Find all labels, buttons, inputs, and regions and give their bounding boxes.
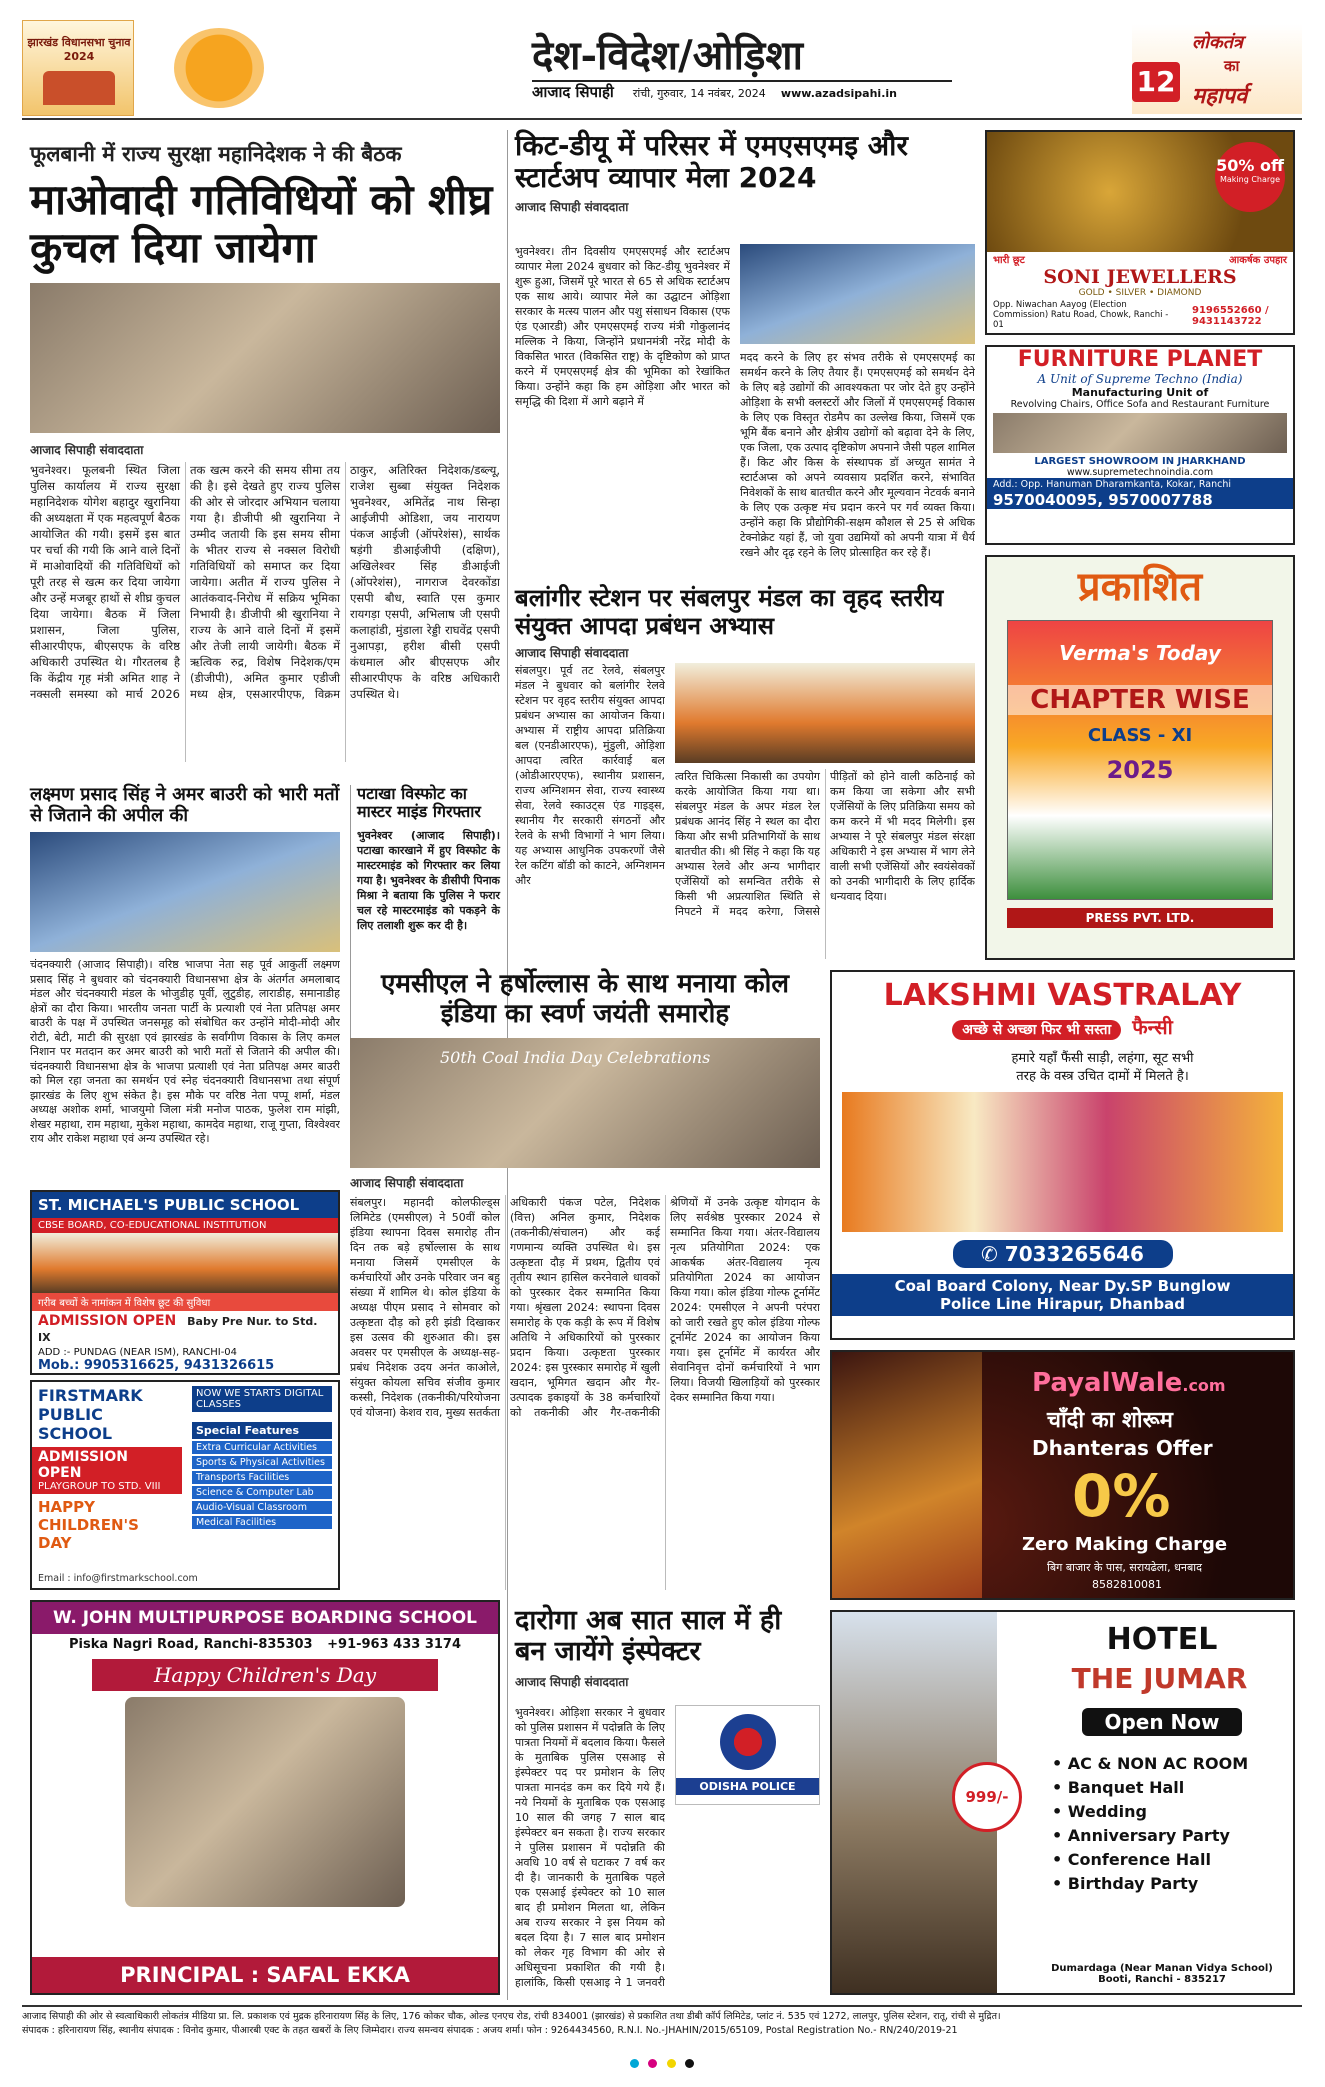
story-headline: माओवादी गतिविधियों को शीघ्र कुचल दिया जायेगा: [30, 175, 493, 273]
ad-line2: Revolving Chairs, Office Sofa and Restaurant Furniture: [1010, 399, 1270, 410]
police-logo-text: ODISHA POLICE: [676, 1778, 819, 1795]
furniture-photo: [993, 413, 1287, 453]
ad-childrens-day: HAPPY CHILDREN'S DAY: [38, 1498, 139, 1552]
ad-school-name: W. JOHN MULTIPURPOSE BOARDING SCHOOL: [32, 1602, 498, 1634]
ad-admission: [32, 1447, 182, 1494]
ad-school-board: CBSE BOARD, CO-EDUCATIONAL INSTITUTION: [32, 1218, 338, 1233]
story-maoist: [30, 140, 500, 780]
feature-item: • Banquet Hall: [1052, 1778, 1185, 1797]
pen-nib-icon: [174, 28, 264, 108]
yellow-dot-icon: [667, 2059, 676, 2068]
footer-line-2: संपादक : हरिनारायण सिंह, स्थानीय संपादक : विनोद कुमार, पीआरबी एक्ट के तहत खबरों के लिए जिम्मेदार। राज्य समन्वय संपादक : अजय शर्मा। फोन : 9264434560, R.N.I. No.-JHAHIN/2015/65109, Postal Registration No.- RN/240/2019-21: [22, 2025, 958, 2036]
offer-percent: 50% off: [1216, 156, 1284, 175]
election-badge-right: [1132, 24, 1302, 114]
story-body-b: मदद करने के लिए हर संभव तरीके से एमएसएमई का समर्थन करने के लिए तैयार हैं। एमएसएमई को समर्थन देने के लिए बड़े उद्योगों की आवश्यकता पर जोर देते हुए उन्होंने ओड़िशा के सभी क्लस्टरों और जिलों में एमएसएमई विकास के लिए एक विस्तृत रोडमैप का उल्लेख किया, जिसमें एक भूमि बैंक बनाने और क्षेत्रीय उद्योगों को बढ़ावा देने के लिए, एक जिला, एक उत्पाद दृष्टिकोण अपनाने जैसी पहल शामिल हैं। किट और किस के संस्थापक डॉ अच्युत सामंत ने स्टार्टअप्स को अपने व्यवसाय प्रदर्शित करने, संभावित निवेशकों के साथ बातचीत करने और मूल्यवान नेटवर्क बनाने के लिए एक उत्कृष्ट मंच प्रदान करने पर गर्व व्यक्त किया। उन्होंने कहा कि प्रौद्योगिकी-सक्षम कौशल से 25 से अधिक टेक्नोक्रेट यहां हैं, जो युवा उद्यमियों को अपनी यात्रा में धैर्य रखने और दृढ़ रहने के लिए प्रोत्साहित कर रहे हैं।: [740, 351, 975, 559]
story-daroga: [515, 1605, 820, 1995]
story-headline: दारोगा अब सात साल में ही बन जायेंगे इंस्पेक्टर: [515, 1605, 782, 1668]
police-logo: [675, 1705, 820, 1805]
ad-zero: 0%: [1072, 1462, 1171, 1530]
story-mcl: [350, 970, 820, 1595]
feature-item: • Wedding: [1052, 1802, 1147, 1821]
badge-word-1: लोकतंत्र: [1192, 32, 1243, 53]
feature-item: Extra Curricular Activities: [192, 1441, 332, 1454]
feature-item: • Conference Hall: [1052, 1850, 1211, 1869]
book-brand: Verma's Today: [1059, 641, 1221, 665]
badge-word-2: का: [1224, 57, 1240, 75]
ad-principal: PRINCIPAL : SAFAL EKKA: [32, 1957, 498, 1993]
model-photo: [832, 1352, 982, 1600]
ad-phone[interactable]: 9196552660 / 9431143722: [1192, 305, 1269, 327]
ad-types: GOLD • SILVER • DIAMOND: [1078, 288, 1202, 298]
ad-soni-jewellers[interactable]: [985, 130, 1295, 335]
book-cover: [1007, 620, 1273, 900]
ad-address-1: Coal Board Colony, Near Dy.SP Bunglow: [894, 1277, 1231, 1295]
saree-photo: [842, 1092, 1283, 1232]
story-body-a: भुवनेश्वर। तीन दिवसीय एमएसएमई और स्टार्टअप व्यापार मेला 2024 बुधवार को किट-डीयू भुवनेश्वर में शुरू हुआ, जिसमें पूरे भारत से 65 से अधिक स्टार्टअप एक साथ आये। व्यापार मेले का उद्घाटन ओड़िशा सरकार के मत्स्य पालन और पशु संसाधन विकास (एफ एंड एआरडी) और एमएसएमई राज्य मंत्री गोकुलानंद मल्लिक ने किया, जिन्होंने प्रधानमंत्री नरेंद्र मोदी के विकसित भारत (विकसित राष्ट्र) के दृष्टिकोण को प्राप्त करने में एमएसएमई क्षेत्र की भूमिका को रेखांकित किया। उन्होंने कहा कि हम ओड़िशा और भारत को समृद्धि की दिशा में आगे बढ़ाने में: [515, 245, 730, 408]
footer-line-1: आजाद सिपाही की ओर से स्वत्वाधिकारी लोकतंत्र मीडिया प्रा. लि. प्रकाशक एवं मुद्रक हरिनारायण सिंह के लिए, 176 कोकर चौक, ओल्ड एनएच रोड, रांची 834001 (झारखंड) से प्रकाशित तथा डीबी कॉर्प लिमिटेड, प्लांट नं. 535 एवं 1272, लालपुर, पुलिस स्टेशन, रातू, रांची से मुद्रित।: [22, 2011, 1001, 2022]
ad-wjohn[interactable]: [30, 1600, 500, 1995]
ad-wish-banner: Happy Children's Day: [92, 1659, 438, 1691]
story-photo: [675, 663, 975, 763]
story-body: चंदनक्यारी (आजाद सिपाही)। वरिष्ठ भाजपा नेता सह पूर्व आकुर्ती लक्ष्मण प्रसाद सिंह ने बुधवार को चंदनक्यारी विधानसभा क्षेत्र के अंतर्गत अमलाबाद मंडल और चंदनक्यारी मंडल के भोजुडीह पूर्वी, लुटुडीह, लाराडीह, समानाडीह क्षेत्रों का दौरा किया। भारतीय जनता पार्टी के प्रत्याशी एवं नेता प्रतिपक्ष अमर बाउरी के पक्ष में उपस्थित जनसमूह को संबोधित कर उन्होंने मोदी-मोदी और रोटी, बेटी, माटी की सुरक्षा एवं झारखंड के सर्वांगीण विकास के लिए कमल निशान पर मतदान कर अमर बाउरी को भारी मतों से जिताने की अपील की। चंदनक्यारी विधानसभा क्षेत्र के भाजपा प्रत्याशी एवं नेता प्रतिपक्ष अमर बाउरी को मिल रहा जनता का समर्थन एवं स्नेह चंदनक्यारी विधानसभा तथा संपूर्ण झारखंड के लिए शुभ संकेत है। इस मौके पर वरिष्ठ नेता पप्पू शर्मा, मंडल अध्यक्ष अशोक शर्मा, भाजयुमो जिला मंत्री मनोज पाठक, फुलेश राम मांझी, शेखर महाथा, राम महाथा, मुकेश महाथा, कामदेव महाथा, राजू गुप्ता, विश्वेश्वर राय और राकेश महाथा एवं अन्य उपस्थित रहे।: [30, 958, 340, 1146]
ad-admission-label: ADMISSION OPEN: [38, 1313, 177, 1329]
badge-word-3: महापर्व: [1192, 84, 1248, 109]
story-byline: आजाद सिपाही संवाददाता: [515, 200, 629, 215]
ad-address: बिग बाजार के पास, सरायढेला, धनबाद: [1047, 1561, 1202, 1574]
ad-note: गरीब बच्चों के नामांकन में विशेष छूट की सुविधा: [32, 1293, 338, 1311]
story-headline: लक्ष्मण प्रसाद सिंह ने अमर बाउरी को भारी मतों से जिताने की अपील की: [30, 784, 340, 826]
ad-admission-range: Baby Pre Nur. to Std. IX: [38, 1315, 318, 1344]
ad-sub: A Unit of Supreme Techno (India): [1037, 372, 1243, 386]
story-body: भुवनेश्वर (आजाद सिपाही)। पटाखा कारखाने में हुए विस्फोट के मास्टरमाइंड को गिरफ्तार कर लिया गया है। भुवनेश्वर के डीसीपी पिनाक मिश्रा ने बताया कि पुलिस ने फरार चल रहे मास्टरमाइंड को पकड़ने के लिए तलाशी शुरू कर दी है।: [357, 828, 500, 932]
ad-line2: तरह के वस्त्र उचित दामों में मिलते है।: [1016, 1069, 1189, 1084]
story-photo: [30, 832, 340, 952]
feature-text: Birthday Party: [1067, 1874, 1199, 1893]
ad-brand: [1032, 1368, 1226, 1398]
paper-name: आजाद सिपाही: [532, 83, 614, 101]
ad-address: [832, 1274, 1293, 1316]
feature-item: Transports Facilities: [192, 1471, 332, 1484]
story-photo: [30, 283, 500, 433]
ad-phone[interactable]: Mob.: 9905316625, 9431326615: [38, 1358, 275, 1373]
feature-text: Banquet Hall: [1067, 1778, 1185, 1797]
book-title: CHAPTER WISE: [1008, 685, 1272, 715]
ad-tagline: [832, 1013, 1293, 1040]
ad-name: LAKSHMI VASTRALAY: [883, 978, 1242, 1013]
ad-hindi: चाँदी का शोरूम: [1047, 1408, 1173, 1433]
ad-features: [192, 1422, 332, 1529]
police-badge-icon: [720, 1714, 776, 1770]
ad-furniture-planet[interactable]: [985, 345, 1295, 545]
ad-school-address: [32, 1634, 498, 1655]
story-drill: [515, 585, 975, 985]
ad-open: Open Now: [1082, 1708, 1242, 1736]
ad-publisher: PRESS PVT. LTD.: [1007, 908, 1273, 928]
ad-school-name: ST. MICHAEL'S PUBLIC SCHOOL: [32, 1192, 338, 1218]
ad-admission-label: ADMISSION OPEN: [38, 1449, 128, 1481]
ad-payalwale[interactable]: [830, 1350, 1295, 1600]
ad-name: FURNITURE PLANET: [1017, 347, 1263, 372]
ad-name: SONI JEWELLERS: [1043, 266, 1237, 288]
ad-address: ADD :- PUNDAG (NEAR ISM), RANCHI-04: [38, 1347, 238, 1358]
price-badge: 999/-: [952, 1762, 1022, 1832]
ad-address: Piska Nagri Road, Ranchi-835303: [68, 1637, 313, 1652]
ad-prakashit[interactable]: [985, 555, 1295, 960]
story-kicker: फूलबानी में राज्य सुरक्षा महानिदेशक ने की बैठक: [30, 142, 402, 166]
feature-text: Anniversary Party: [1067, 1826, 1230, 1845]
black-dot-icon: [685, 2059, 694, 2068]
footer: [22, 2005, 1302, 2065]
cyan-dot-icon: [630, 2059, 639, 2068]
ad-title: प्रकाशित: [1077, 564, 1203, 610]
feature-item: Medical Facilities: [192, 1516, 332, 1529]
tag-discount: भारी छूट: [993, 255, 1025, 266]
tag-gift: आकर्षक उपहार: [1229, 255, 1287, 266]
ad-phone[interactable]: 9570040095, 9570007788: [987, 491, 1293, 509]
ad-admission-range: PLAYGROUP TO STD. VIII: [38, 1481, 161, 1492]
book-year: 2025: [1106, 756, 1174, 784]
ad-digital: NOW WE STARTS DIGITAL CLASSES: [192, 1386, 332, 1412]
feature-item: • Birthday Party: [1052, 1874, 1199, 1893]
story-body-a: संबलपुर। पूर्व तट रेलवे, संबलपुर मंडल ने बुधवार को बलांगीर रेलवे स्टेशन पर वृहद स्तरीय संयुक्त आपदा प्रबंधन अभ्यास का आयोजन किया। अभ्यास में राष्ट्रीय आपदा प्रतिक्रिया बल (एनडीआरएफ), मुंडुली, ओड़िशा आपदा त्वरित कार्रवाई बल (ओडीआरएएफ), स्थानीय प्रशासन, राज्य अग्निशमन सेवा, राज्य स्वास्थ्य सेवा, रेलवे स्काउट्स एंड गाइड्स, स्थानीय गैर सरकारी संगठनों और रेलवे के सभी विभागों ने भाग लिया। यह अभ्यास आधुनिक उपकरणों जैसे रेल कटिंग बॉडी को काटने, अग्निशमन और: [515, 664, 665, 887]
ad-site[interactable]: www.supremetechnoindia.com: [1066, 467, 1214, 478]
story-headline: पटाखा विस्फोट का मास्टर माइंड गिरफ्तार: [357, 784, 481, 822]
story-photo: [350, 1038, 820, 1168]
story-headline: किट-डीयू में परिसर में एमएसएमइ और स्टार्टअप व्यापार मेला 2024: [515, 129, 908, 195]
ad-email[interactable]: Email : info@firstmarkschool.com: [38, 1573, 198, 1584]
offer-tags: [987, 252, 1293, 266]
ad-showroom: LARGEST SHOWROOM IN JHARKHAND: [1034, 456, 1246, 467]
story-body: संबलपुर। महानदी कोलफील्ड्स लिमिटेड (एमसीएल) ने 50वीं कोल इंडिया स्थापना दिवस समारोह तीन दिन तक बड़े हर्षोल्लास के साथ मनाया जिसमें एमसीएल के कर्मचारियों और उनके परिवार जन बहु संख्या में शामिल थे। कोल इंडिया के अध्यक्ष पीएम प्रसाद ने सोमवार को उत्कृष्टता दौड़ को हरी झंडी दिखाकर इस उत्सव की शुरुआत की। इस अवसर पर एमसीएल के अध्यक्ष-सह-प्रबंध निदेशक उदय अनंत काओले, संयुक्त कोयला सचिव संजीव कुमार कस्सी, निदेशक (तकनीकी/परियोजना एवं योजना) केशव राव, मुख्य सतर्कता अधिकारी पंकज पटेल, निदेशक (वित्त) अनिल कुमार, निदेशक (तकनीकी/संचालन) और कई गणमान्य व्यक्ति उपस्थित थे। इस उत्कृष्टता दौड़ में प्रथम, द्वितीय एवं तृतीय स्थान हासिल करनेवाले धावकों को पुरस्कार देकर सम्मानित किया गया। श्रृंखला 2024: स्थापना दिवस समारोह के एक कड़ी के रूप में विशेष अतिथि ने अधिकारियों को पुरस्कार प्रदान किया। उत्कृष्टता पुरस्कार 2024: इस पुरस्कार समारोह में खुली खदान, भूमिगत खदान और गैर-उत्पादक इकाइयों के 38 कर्मचारियों को तकनीकी और गैर-तकनीकी श्रेणियों में उनके उत्कृष्ट योगदान के लिए सर्वश्रेष्ठ पुरस्कार 2024 से सम्मानित किया गया। अंतर-विद्यालय नृत्य प्रतियोगिता 2024: एक आकर्षक अंतर-विद्यालय नृत्य प्रतियोगिता 2024 का आयोजन किया गया। कोल इंडिया गोल्फ टूर्नामेंट 2024: एमसीएल ने अपनी परंपरा को जारी रखते हुए कोल इंडिया गोल्फ टूर्नामेंट 2024 का आयोजन किया गया। इस टूर्नामेंट में कार्यरत और सेवानिवृत्त दोनों कर्मचारियों ने भाग लिया। विजयी खिलाड़ियों को पुरस्कार देकर सम्मानित किया गया।: [350, 1195, 820, 1419]
ad-offer: Dhanteras Offer: [1032, 1436, 1213, 1460]
ad-hotel-jumar[interactable]: [830, 1610, 1295, 1995]
masthead-divider: [22, 118, 1302, 120]
ad-tagline-text: अच्छे से अच्छा फिर भी सस्ता: [952, 1020, 1121, 1040]
section-title: देश-विदेश/ओड़िशा: [532, 32, 803, 79]
ad-phone[interactable]: +91-963 433 3174: [327, 1637, 462, 1652]
story-photo: [740, 244, 975, 344]
ad-fancy: फैन्सी: [1132, 1015, 1173, 1039]
story-body: भुवनेश्वर। फूलबनी स्थित जिला पुलिस कार्यालय में राज्य सुरक्षा महानिदेशक योगेश बहादुर खुरानिया की अध्यक्षता में एक महत्वपूर्ण बैठक आयोजित की गयी। इसमें इस बात पर चर्चा की गयी कि आने वाले दिनों में माओवादियों की गतिविधियों को पूरी तरह से खत्म कर दिया जायेगा और उन्हें मजबूर हाथों से शीघ्र कुचल दिया जायेगा। बैठक में जिला प्रशासन, जिला पुलिस, सीआरपीएफ, बीएसएफ के वरिष्ठ अधिकारी उपस्थित थे। गौरतलब है कि केंद्रीय गृह मंत्री अमित शाह ने नक्सली समस्या को मार्च 2026 तक खत्म करने की समय सीमा तय की है। इसे देखते हुए राज्य पुलिस की ओर से जोरदार अभियान चलाया गया है। डीजीपी श्री खुरानिया ने उम्मीद जतायी कि इस समय सीमा के भीतर राज्य से नक्सल विरोधी गतिविधियों को समाप्त कर दिया जायेगा। अतीत में राज्य पुलिस ने आतंकवाद-निरोध में सक्रिय भूमिका निभायी है। डीजीपी श्री खुरानिया ने राज्य के आने वाले दिनों में इसमें और तेजी लायी जायेगी। बैठक में ऋत्विक रुद्र, विशेष निदेशक/एम (डीजीपी), अमित कुमार एडीजी मध्य क्षेत्र, एसआरपीएफ, विक्रम ठाकुर, अतिरिक्त निदेशक/डब्ल्यू, राजेश सुब्बा संयुक्त निदेशक भुवनेश्वर, अमितेंद्र नाथ सिन्हा आईजीपी ओडिशा, जय नारायण पंकज आईजी (ऑपरेशंस), सार्थक षड़ंगी डीआईजीपी (दक्षिण), अखिलेश्वर सिंह डीआईजी (ऑपरेशंस), नागराज देवरकोंडा एसपी बौध, स्वाति एस कुमार रायगड़ा एसपी, अभिलाष जी एसपी कलाहांडी, मुंडाला रेड्डी राघवेंद्र एसपी नुआपड़ा, हरीश बीसी एसपी कंधमाल और बीएसएफ और सीआरपीएफ के वरिष्ठ अधिकारी उपस्थित थे।: [30, 462, 500, 701]
feature-text: Conference Hall: [1067, 1850, 1211, 1869]
election-badge-text: झारखंड विधानसभा चुनाव 2024: [27, 36, 131, 63]
story-headline: एमसीएल ने हर्षोल्लास के साथ मनाया कोल इंडिया का स्वर्ण जयंती समारोह: [381, 969, 789, 1029]
school-photo: [32, 1233, 338, 1293]
ad-line1: Manufacturing Unit of: [1071, 386, 1209, 399]
story-byline: आजाद सिपाही संवाददाता: [515, 646, 629, 661]
ad-address: Dumardaga (Near Manan Vidya School) Booti, Ranchi - 835217: [1051, 1963, 1273, 1985]
feature-text: Wedding: [1067, 1802, 1147, 1821]
feature-item: Science & Computer Lab: [192, 1486, 332, 1499]
ad-name: THE JUMAR: [1071, 1662, 1248, 1695]
hotel-features: [1052, 1752, 1292, 1896]
ad-school-name: FIRSTMARK PUBLIC SCHOOL: [38, 1386, 143, 1443]
offer-badge: [1215, 142, 1285, 212]
story-body: भुवनेश्वर। ओड़िशा सरकार ने बुधवार को पुलिस प्रशासन में पदोन्नति के लिए पात्रता नियमों में बदलाव किया। फैसले के मुताबिक पुलिस एसआइ से इंस्पेक्टर पद पर प्रमोशन के लिए पात्रता मानदंड कम कर दिये गये हैं। नये नियमों के मुताबिक एक एसआइ 10 साल की जगह 7 साल बाद इंस्पेक्टर बन सकता है। राज्य सरकार ने पुलिस प्रशासन में पदोन्नति की अवधि 10 वर्ष से घटाकर 7 वर्ष कर दी है। जानकारी के मुताबिक पहले एक एसआई इंस्पेक्टर को 10 साल बाद ही प्रमोशन मिलता था, लेकिन अब राज्य सरकार ने इस नियम को बदल दिया है। 7 साल बाद प्रमोशन को लेकर गृह विभाग की ओर से अधिसूचना प्रकाशित की गयी है। हालांकि, किसी एसआइ ने 1 जनवरी: [515, 1706, 665, 1989]
ad-zero-text: Zero Making Charge: [1022, 1534, 1228, 1555]
ad-address-2: Police Line Hirapur, Dhanbad: [940, 1295, 1185, 1313]
ad-lakshmi-vastralay[interactable]: [830, 970, 1295, 1340]
election-badge-left: [22, 20, 134, 116]
dateline-bar: [532, 80, 952, 102]
ad-phone[interactable]: [953, 1240, 1173, 1268]
story-msme: [515, 130, 975, 580]
phone-icon: ✆: [981, 1242, 1005, 1266]
ad-phone-number: 7033265646: [1004, 1242, 1144, 1266]
feature-item: Audio-Visual Classroom: [192, 1501, 332, 1514]
ad-address: Opp. Niwachan Aayog (Election Commission) Ratu Road, Chowk, Ranchi - 01: [993, 300, 1169, 330]
story-laxman: [30, 785, 340, 1185]
ad-brand-name: PayalWale: [1032, 1368, 1183, 1398]
registration-marks: [22, 2053, 1302, 2065]
website[interactable]: www.azadsipahi.in: [780, 87, 897, 100]
ad-portrait: [125, 1697, 405, 1907]
ad-features-title: Special Features: [192, 1422, 332, 1439]
ad-word: HOTEL: [1106, 1622, 1218, 1657]
feature-item: • Anniversary Party: [1052, 1826, 1230, 1845]
ad-line1: हमारे यहाँ फैंसी साड़ी, लहंगा, सूट सभी: [1011, 1051, 1194, 1066]
dateline: रांची, गुरुवार, 14 नवंबर, 2024: [632, 87, 766, 100]
offer-making: Making Charge: [1219, 175, 1281, 184]
building-icon: [43, 71, 115, 105]
story-byline: आजाद सिपाही संवाददाता: [515, 1675, 629, 1690]
ad-st-michael[interactable]: [30, 1190, 340, 1375]
story-headline: बलांगीर स्टेशन पर संबलपुर मंडल का वृहद स्तरीय संयुक्त आपदा प्रबंधन अभ्यास: [515, 584, 944, 640]
ad-brand-suffix: .com: [1182, 1376, 1226, 1395]
ad-address: Add.: Opp. Hanuman Dharamkanta, Kokar, Ranchi: [987, 478, 1293, 491]
story-byline: आजाद सिपाही संवाददाता: [30, 442, 144, 457]
magenta-dot-icon: [648, 2059, 657, 2068]
feature-item: Sports & Physical Activities: [192, 1456, 332, 1469]
book-class: CLASS - XI: [1087, 725, 1193, 746]
story-byline: आजाद सिपाही संवाददाता: [350, 1175, 464, 1190]
page-number: 12: [1132, 62, 1180, 102]
ad-firstmark[interactable]: [30, 1380, 340, 1590]
ad-admission: [32, 1311, 338, 1347]
story-body-b: त्वरित चिकित्सा निकासी का उपयोग करके आयोजित किया गया था। संबलपुर मंडल के अपर मंडल रेल प्रबंधक आनंद सिंह ने स्थल का दौरा किया और सभी प्रतिभागियों के साथ बातचीत की। श्री सिंह ने कहा कि यह अभ्यास रेलवे और अन्य भागीदार एजेंसियों को समन्वित तरीके से किसी भी अप्रत्याशित स्थिति से निपटने में मदद करेगा, जिससे पीड़ितों को होने वाली कठिनाई को कम किया जा सकेगा और सभी एजेंसियों के लिए प्रतिक्रिया समय को कम करने में भी मदद मिलेगी। इस अभ्यास ने पूरे संबलपुर मंडल संरक्षा अधिकारी ने इस अभ्यास में भाग लेने वाली सभी एजेंसियों और स्वयंसेवकों को उनकी भागीदारी के लिए हार्दिक धन्यवाद दिया।: [675, 770, 975, 918]
photo-banner: 50th Coal India Day Celebrations: [440, 1047, 711, 1067]
feature-item: • AC & NON AC ROOM: [1052, 1754, 1249, 1773]
masthead: [22, 20, 1302, 116]
feature-text: AC & NON AC ROOM: [1067, 1754, 1249, 1773]
ad-phone[interactable]: 8582810081: [1092, 1578, 1162, 1591]
